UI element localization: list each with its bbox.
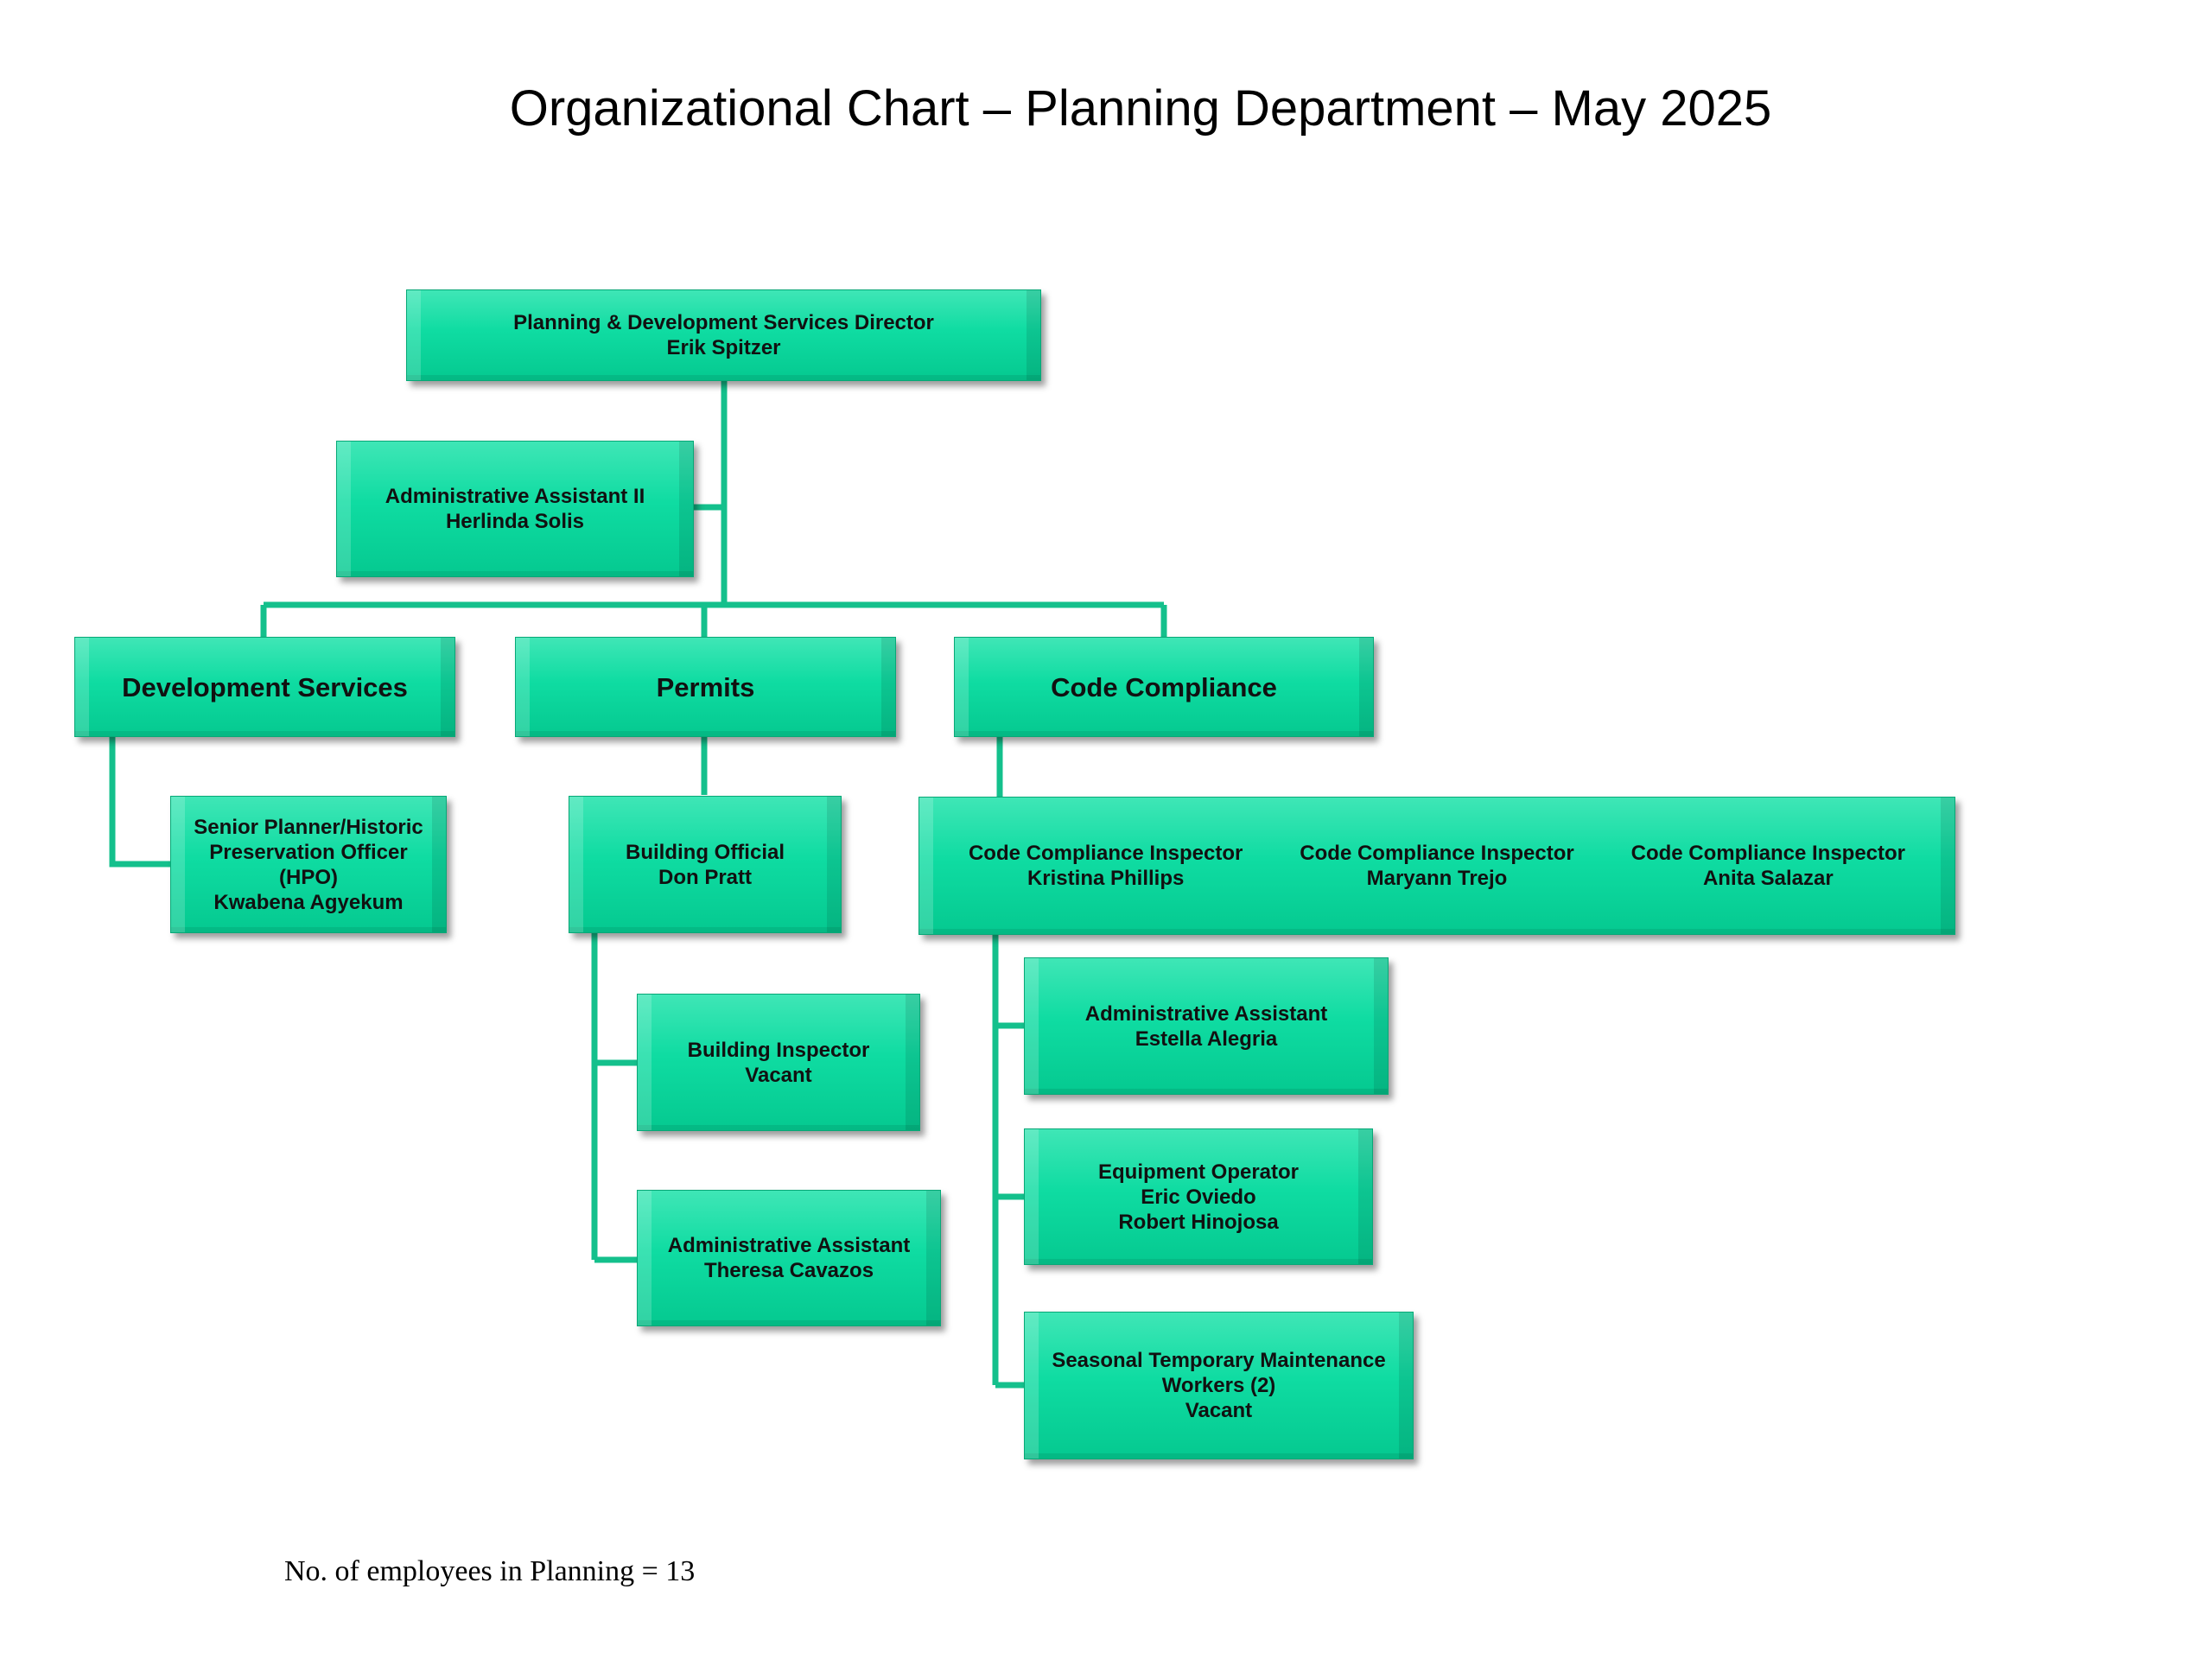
dept-permits-label: Permits [656,671,755,702]
code-inspector-2-name: Maryann Trejo [1366,867,1508,890]
dept-code-compliance-label: Code Compliance [1051,671,1277,702]
employee-count-note: No. of employees in Planning = 13 [284,1555,696,1587]
building-inspector-title: Building Inspector [687,1038,870,1062]
admin-assistant-ii-title: Administrative Assistant II [385,485,645,508]
equipment-operator-name-2: Robert Hinojosa [1118,1210,1279,1234]
code-inspector-1 [969,841,1243,891]
admin-assistant-ii-name: Herlinda Solis [445,510,585,533]
code-inspector-1-name: Kristina Phillips [1027,867,1185,890]
equipment-operator-box [1024,1128,1373,1265]
admin-assistant-ii-box [336,441,694,577]
building-official-name: Don Pratt [658,865,752,889]
code-inspector-3 [1631,841,1905,891]
code-inspector-2 [1300,841,1573,891]
director-title: Planning & Development Services Director [513,311,934,334]
admin-assistant-code-name: Estella Alegria [1135,1027,1278,1051]
director-box [406,289,1041,381]
seasonal-workers-status: Vacant [1185,1399,1253,1422]
admin-assistant-permits-title: Administrative Assistant [667,1234,911,1257]
connector-permits-staff [594,933,637,1260]
dept-development-services-label: Development Services [122,671,408,702]
building-inspector-box [637,994,920,1131]
code-inspectors-box [918,797,1955,935]
connector-senior-planner [112,736,170,864]
admin-assistant-permits-box [637,1190,941,1326]
code-inspector-3-title: Code Compliance Inspector [1630,842,1906,865]
senior-planner-name: Kwabena Agyekum [213,890,404,914]
equipment-operator-title: Equipment Operator [1097,1160,1300,1184]
code-inspector-2-title: Code Compliance Inspector [1300,842,1574,865]
admin-assistant-code-box [1024,957,1389,1095]
connector-code-staff [995,935,1024,1385]
dept-code-compliance-box [954,637,1374,737]
chart-title: Organizational Chart – Planning Department – May 2025 [509,80,1772,137]
dept-permits-box [515,637,896,737]
senior-planner-title-3: (HPO) [279,865,338,889]
building-inspector-name: Vacant [745,1063,812,1087]
director-name: Erik Spitzer [666,336,781,359]
admin-assistant-code-title: Administrative Assistant [1084,1001,1328,1026]
seasonal-workers-count: Workers (2) [1161,1374,1276,1397]
building-official-box [569,796,842,933]
equipment-operator-name-1: Eric Oviedo [1141,1185,1256,1209]
seasonal-workers-title: Seasonal Temporary Maintenance [1052,1349,1386,1372]
senior-planner-title-2: Preservation Officer [209,840,408,864]
building-official-title: Building Official [626,840,785,864]
code-inspector-3-name: Anita Salazar [1702,867,1834,890]
dept-development-services-box [74,637,455,737]
code-inspector-1-title: Code Compliance Inspector [968,842,1243,865]
senior-planner-box [170,796,447,933]
admin-assistant-permits-name: Theresa Cavazos [703,1259,874,1282]
senior-planner-title-1: Senior Planner/Historic [194,815,423,839]
seasonal-workers-box [1024,1312,1414,1459]
